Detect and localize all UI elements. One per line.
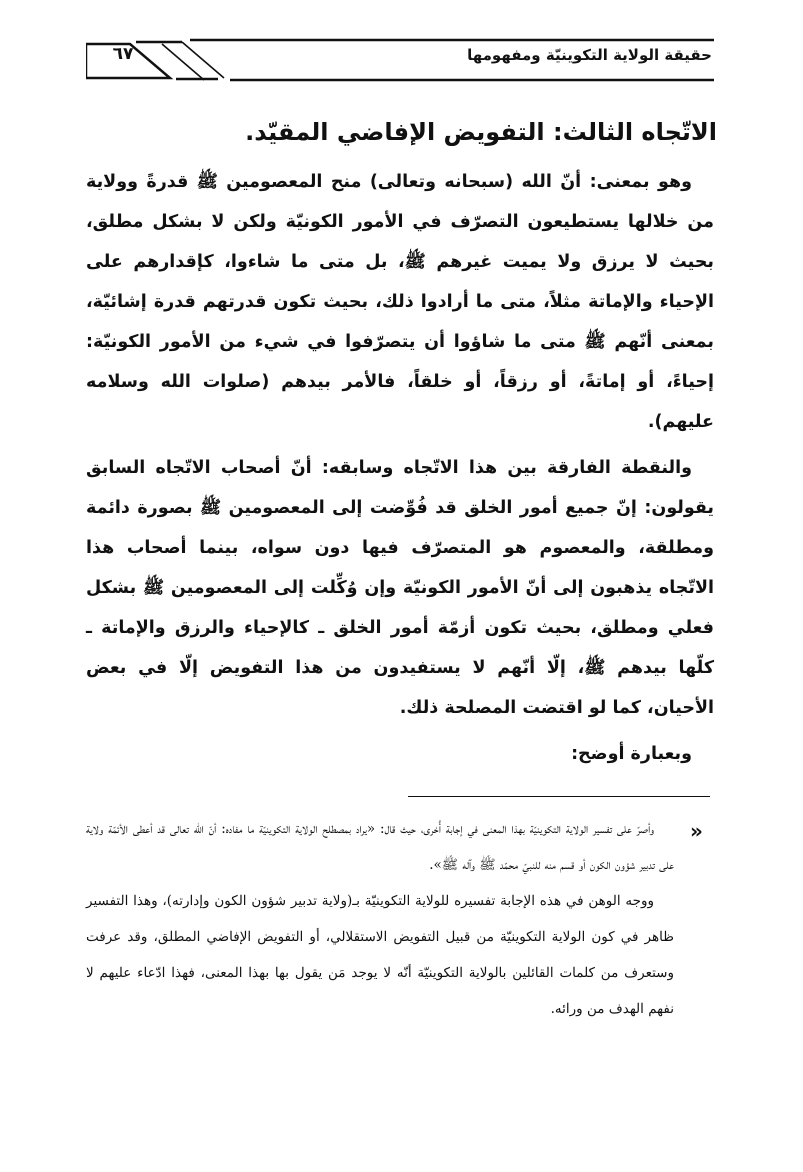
body-paragraph-2 [86, 448, 714, 728]
body-paragraph-3 [86, 734, 714, 774]
paragraph-text: والنقطة الفارقة بين هذا الاتّجاه وسابقه: أنّ أصحاب الاتّجاه السابق يقولون: إنّ جميع أمور الخلق قد فُوِّضت إلى المعصومين ﷺ بصورة دائمة ومطلقة، والمعصوم هو المتصرّف فيها دون سواه، بينما أصحاب هذا الاتّجاه يذهبون إلى أنّ الأمور الكونيّة وإن وُكِّلت إلى المعصومين ﷺ بشكل فعلي ومطلق، بحيث تكون أزمّة أمور الخلق ـ كالإحياء والرزق والإماتة ـ كلّها بيدهم ﷺ، إلّا أنّهم لا يستفيدون من هذا التفويض إلّا في بعض الأحيان، كما لو اقتضت المصلحة ذلك. [86, 458, 714, 718]
footnote-continuation-mark: » [690, 819, 703, 843]
page-number: ٦٧ [112, 44, 134, 64]
footnote-text: ووجه الوهن في هذه الإجابة تفسيره للولاية التكوينيّة بـ(ولاية تدبير شؤون الكون وإدارته)، وهذا التفسير ظاهر في كون الولاية التكوينيّة من قبيل التفويض الاستقلالي، أو التفويض الإفاضي المطلق، وقد عرفت وستعرف من كلمات القائلين بالولاية التكوينيّة أنّه لا يوجد مَن يقول بها بهذا المعنى، فهذا ادّعاء عليهم لا نفهم الهدف من ورائه. [86, 893, 674, 1017]
section-heading: الاتّجاه الثالث: التفويض الإفاضي المقيّد. [245, 118, 717, 146]
footnote-paragraph-1 [86, 811, 674, 883]
footnote-text: وأصرّ على تفسير الولاية التكوينيّة بهذا المعنى في إجابة أُخرى، حيث قال: «يراد بمصطلح الولاية التكوينيّة ما مفاده: أنّ الله تعالى قد أعطى الأئمّة ولاية على تدبير شؤون الكون أو قسم منه للنبيّ محمّد ﷺ وآله ﷺ». [86, 821, 674, 873]
footnote-separator [408, 796, 710, 797]
body-paragraph-1 [86, 162, 714, 442]
running-title: حقيقة الولاية التكوينيّة ومفهومها [467, 46, 712, 64]
footnote-paragraph-2 [86, 883, 674, 1027]
page-header [86, 38, 714, 84]
footnote-block [86, 811, 714, 1027]
paragraph-text: وبعبارة أوضح: [571, 744, 692, 764]
paragraph-text: وهو بمعنى: أنّ الله (سبحانه وتعالى) منح المعصومين ﷺ قدرةً وولاية من خلالها يستطيعون التصرّف في الأمور الكونيّة ولكن لا بشكل مطلق، بحيث لا يرزق ولا يميت غيرهم ﷺ، بل متى ما شاءوا، كإقدارهم على الإحياء والإماتة مثلاً، متى ما أرادوا ذلك، بحيث تكون قدرتهم قدرة إشائيّة، بمعنى أنّهم ﷺ متى ما شاؤوا أن يتصرّفوا في شيء من الأمور الكونيّة: إحياءً، أو إماتةً، أو رزقاً، أو خلقاً، فالأمر بيدهم (صلوات الله وسلامه عليهم). [86, 172, 714, 432]
